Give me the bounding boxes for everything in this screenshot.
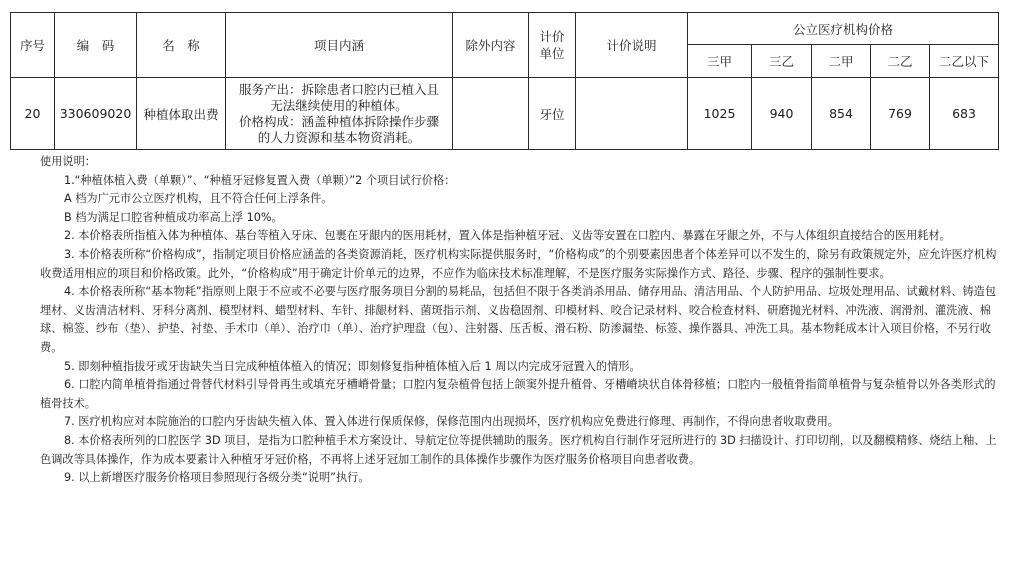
content-line: 价格构成：涵盖种植体拆除操作步骤 xyxy=(238,113,439,129)
header-row xyxy=(11,13,999,45)
header-excluded: 除外内容 xyxy=(453,13,529,78)
header-seq: 序号 xyxy=(11,13,55,78)
cell-content xyxy=(226,78,453,150)
note-item-3: 3. 本价格表所称“价格构成”，指制定项目价格应涵盖的各类资源消耗，医疗机构实际提供服务时，“价格构成”的个别要素因患者个体差异可以不发生的，除另有政策规定外，应允许医疗机构收费适用相应的项目和价格政策。此外，“价格构成”用于确定计价单元的边界，不应作为临床技术标准理解，不是医疗服务实际操作方式、路径、步骤、程序的强制性要求。 xyxy=(40,247,997,280)
cell-unit: 牙位 xyxy=(529,78,576,150)
note-item-6: 6. 口腔内简单植骨指通过骨替代材料引导骨再生或填充牙槽嵴骨量；口腔内复杂植骨包括上颌窦外提升植骨、牙槽嵴块状自体骨移植；口腔内一般植骨指简单植骨与复杂植骨以外各类形式的植骨技术。 xyxy=(40,378,996,410)
cell-seq: 20 xyxy=(11,78,55,150)
price-table xyxy=(10,12,999,150)
note-item-9: 9. 以上新增医疗服务价格项目参照现行各级分类“说明”执行。 xyxy=(64,471,370,485)
header-tier: 二甲 xyxy=(812,45,871,78)
header-name: 名 称 xyxy=(137,13,226,78)
notes-title: 使用说明： xyxy=(40,155,96,168)
note-item-8: 8. 本价格表所列的口腔医学 3D 项目，是指为口腔种植手术方案设计、导航定位等提供辅助的服务。医疗机构自行制作牙冠所进行的 3D 扫描设计、打印切削，以及翻模精修、烧结上釉、上色调改等具体操作，作为成本要素计入种植牙牙冠价格，不再将上述牙冠加工制作的具体操作步骤作为医疗服务价格项目向患者收费。 xyxy=(40,433,997,466)
cell-code: 330609020 xyxy=(55,78,137,150)
note-item-7: 7. 医疗机构应对本院施治的口腔内牙齿缺失植入体、置入体进行保质保修，保修范围内出现损坏，医疗机构应免费进行修理、再制作，不得向患者收取费用。 xyxy=(64,415,839,429)
note-item-1: 1.“种植体植入费（单颗）”、“种植牙冠修复置入费（单颗）”2 个项目试行价格： xyxy=(64,173,456,187)
header-tier: 三乙 xyxy=(752,45,812,78)
content-line: 无法继续使用的种植体。 xyxy=(270,97,408,113)
content-line: 服务产出：拆除患者口腔内已植入且 xyxy=(238,81,439,97)
header-unit: 计价单位 xyxy=(529,13,576,78)
cell-price: 1025 xyxy=(688,78,752,150)
content-line: 的人力资源和基本物资消耗。 xyxy=(257,129,421,145)
note-item-5: 5. 即刻种植指拔牙或牙齿缺失当日完成种植体植入的情况；即刻修复指种植体植入后 1 周以内完成牙冠置入的情形。 xyxy=(64,359,641,373)
usage-notes xyxy=(40,153,1005,488)
header-content: 项目内涵 xyxy=(226,13,453,78)
table-row xyxy=(11,78,999,150)
cell-pricing-note xyxy=(576,78,688,150)
header-pricing-note: 计价说明 xyxy=(576,13,688,78)
cell-price: 854 xyxy=(812,78,871,150)
header-tier: 二乙 xyxy=(871,45,930,78)
header-price-group: 公立医疗机构价格 xyxy=(688,13,999,45)
note-item-1b: B 档为满足口腔省种植成功率高上浮 10%。 xyxy=(64,210,283,224)
note-item-1a: A 档为广元市公立医疗机构，且不符合任何上浮条件。 xyxy=(64,192,333,206)
header-tier: 二乙以下 xyxy=(930,45,999,78)
cell-price: 940 xyxy=(752,78,812,150)
cell-price: 683 xyxy=(930,78,999,150)
cell-name: 种植体取出费 xyxy=(137,78,226,150)
cell-price: 769 xyxy=(871,78,930,150)
cell-excluded xyxy=(453,78,529,150)
header-tier: 三甲 xyxy=(688,45,752,78)
note-item-4: 4. 本价格表所称“基本物耗”指原则上限于不应或不必要与医疗服务项目分割的易耗品，包括但不限于各类消杀用品、储存用品、清洁用品、个人防护用品、垃圾处理用品、试戴材料、铸造包埋材、义齿清洁材料、牙科分离剂、模型材料、蜡型材料、车针、排龈材料、菌斑指示剂、义齿稳固剂、印模材料、咬合记录材料、咬合检查材料、研磨抛光材料、冲洗液、润滑剂、灌洗液、棉球、棉签、纱布（垫）、护垫、衬垫、手术巾（单）、治疗巾（单）、治疗护理盘（包）、注射器、压舌板、滑石粉、防渗漏垫、标签、操作器具、冲洗工具。基本物耗成本计入项目价格，不另行收费。 xyxy=(40,285,997,354)
note-item-2: 2. 本价格表所指植入体为种植体、基台等植入牙床、包裹在牙龈内的医用耗材，置入体是指种植牙冠、义齿等安置在口腔内、暴露在牙龈之外，不与人体组织直接结合的医用耗材。 xyxy=(64,229,951,243)
header-code: 编 码 xyxy=(55,13,137,78)
